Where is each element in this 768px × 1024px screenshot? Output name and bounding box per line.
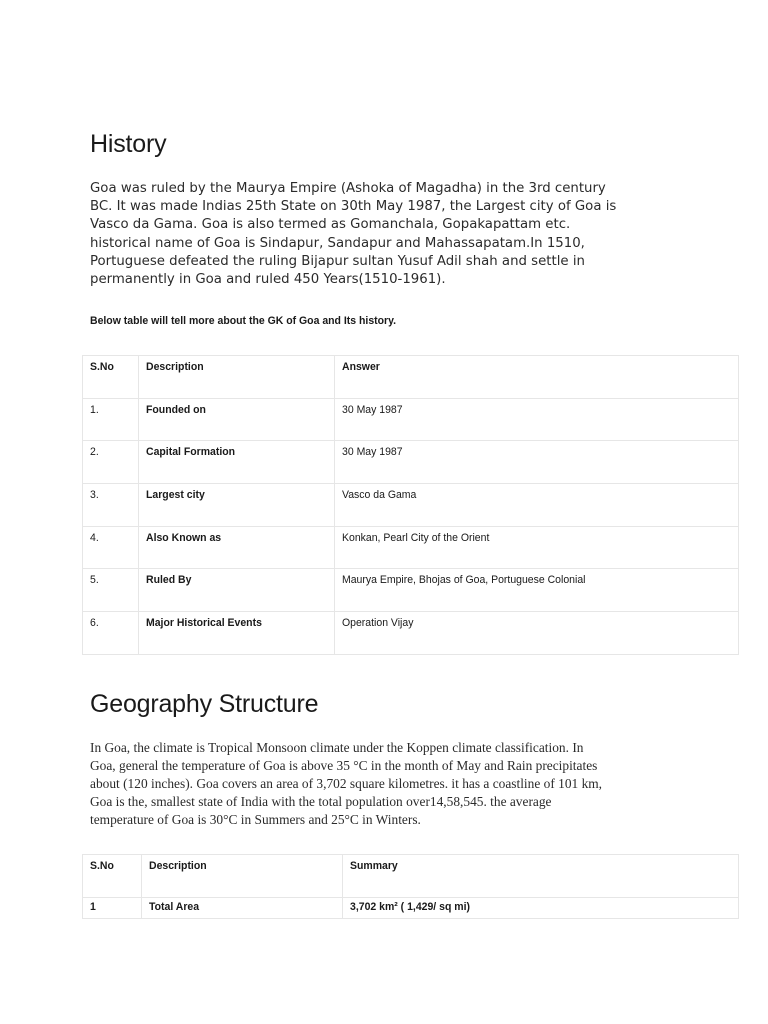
cell-description: Founded on bbox=[138, 398, 334, 441]
cell-description: Also Known as bbox=[138, 526, 334, 569]
header-cell-description: Description bbox=[141, 855, 342, 898]
cell-answer: Maurya Empire, Bhojas of Goa, Portuguese Colonial bbox=[334, 569, 738, 612]
cell-answer: Operation Vijay bbox=[334, 612, 738, 655]
history-paragraph-line: Vasco da Gama. Goa is also termed as Gomanchala, Gopakapattam etc. bbox=[90, 217, 571, 233]
history-paragraph-line: Portuguese defeated the ruling Bijapur sultan Yusuf Adil shah and settle in bbox=[90, 253, 585, 269]
table-row bbox=[83, 526, 739, 569]
geography-heading: Geography Structure bbox=[90, 690, 319, 718]
history-paragraph-line: BC. It was made Indias 25th State on 30th May 1987, the Largest city of Goa is bbox=[90, 199, 617, 215]
table-row bbox=[83, 569, 739, 612]
table-intro-note: Below table will tell more about the GK of Goa and Its history. bbox=[90, 315, 397, 327]
history-paragraph-line: permanently in Goa and ruled 450 Years(1510-1961). bbox=[90, 272, 446, 288]
table-header-row bbox=[83, 855, 739, 898]
header-cell-summary: Summary bbox=[342, 855, 738, 898]
table-row bbox=[83, 484, 739, 527]
cell-sno: 1 bbox=[83, 898, 142, 919]
history-heading: History bbox=[90, 130, 167, 158]
gk-table bbox=[82, 355, 739, 655]
header-cell-sno: S.No bbox=[83, 356, 139, 399]
header-cell-answer: Answer bbox=[334, 356, 738, 399]
cell-answer: Konkan, Pearl City of the Orient bbox=[334, 526, 738, 569]
cell-sno: 2. bbox=[83, 441, 139, 484]
history-paragraph-line: historical name of Goa is Sindapur, Sandapur and Mahassapatam.In 1510, bbox=[90, 235, 585, 251]
history-paragraph bbox=[90, 180, 690, 289]
cell-sno: 5. bbox=[83, 569, 139, 612]
cell-description: Capital Formation bbox=[138, 441, 334, 484]
cell-sno: 6. bbox=[83, 612, 139, 655]
header-cell-sno: S.No bbox=[83, 855, 142, 898]
table-row bbox=[83, 441, 739, 484]
geography-paragraph-line: Goa, general the temperature of Goa is above 35 °C in the month of May and Rain precipitates bbox=[90, 758, 598, 774]
geography-table bbox=[82, 854, 739, 919]
history-paragraph-line: Goa was ruled by the Maurya Empire (Ashoka of Magadha) in the 3rd century bbox=[90, 181, 606, 196]
table-row bbox=[83, 398, 739, 441]
cell-answer: 30 May 1987 bbox=[334, 441, 738, 484]
geography-paragraph-line: temperature of Goa is 30°C in Summers and 25°C in Winters. bbox=[90, 812, 421, 828]
cell-summary: 3,702 km² ( 1,429/ sq mi) bbox=[342, 898, 738, 919]
geography-paragraph-line: about (120 inches). Goa covers an area of 3,702 square kilometres. it has a coastline of 101 km, bbox=[90, 776, 603, 792]
geography-paragraph-line: Goa is the, smallest state of India with the total population over14,58,545. the average bbox=[90, 794, 552, 810]
cell-sno: 1. bbox=[83, 398, 139, 441]
table-header-row bbox=[83, 356, 739, 399]
cell-answer: Vasco da Gama bbox=[334, 484, 738, 527]
cell-description: Largest city bbox=[138, 484, 334, 527]
geography-paragraph-line: In Goa, the climate is Tropical Monsoon climate under the Koppen climate classification. In bbox=[90, 740, 584, 755]
table-row bbox=[83, 612, 739, 655]
cell-description: Major Historical Events bbox=[138, 612, 334, 655]
cell-description: Total Area bbox=[141, 898, 342, 919]
cell-sno: 3. bbox=[83, 484, 139, 527]
cell-answer: 30 May 1987 bbox=[334, 398, 738, 441]
cell-sno: 4. bbox=[83, 526, 139, 569]
header-cell-description: Description bbox=[138, 356, 334, 399]
cell-description: Ruled By bbox=[138, 569, 334, 612]
geography-paragraph bbox=[90, 739, 690, 829]
table-row bbox=[83, 898, 739, 919]
